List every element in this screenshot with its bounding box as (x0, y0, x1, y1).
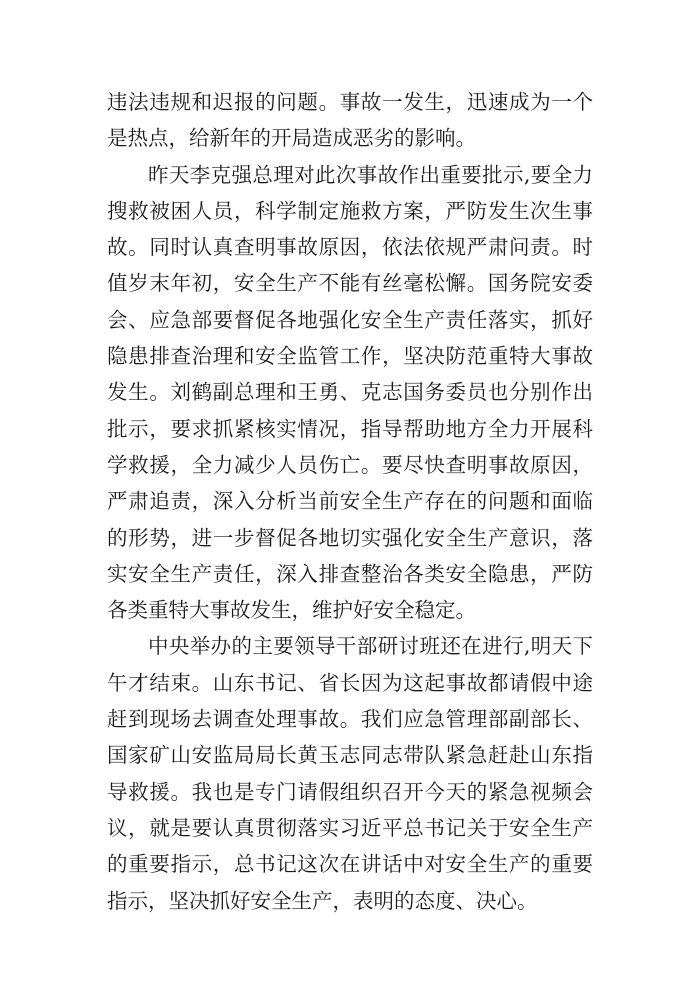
paragraph-continuation: 违法违规和迟报的问题。事故一发生，迅速成为一个是热点，给新年的开局造成恶劣的影响。 (107, 90, 593, 151)
document-body (107, 84, 593, 919)
paragraph-central-seminar: 中央举办的主要领导干部研讨班还在进行,明天下午才结束。山东书记、省长因为这起事故都请假中途赶到现场去调查处理事故。我们应急管理部副部长、国家矿山安监局局长黄玉志同志带队紧急赶赴山东指导救援。我也是专门请假组织召开今天的紧急视频会议，就是要认真贯彻落实习近平总书记关于安全生产的重要指示，总书记这次在讲话中对安全生产的重要指示，坚决抓好安全生产，表明的态度、决心。 (107, 634, 593, 913)
paragraph-premier-instruction: 昨天李克强总理对此次事故作出重要批示,要全力搜救被困人员，科学制定施救方案，严防发生次生事故。同时认真查明事故原因，依法依规严肃问责。时值岁末年初，安全生产不能有丝毫松懈。国务院安委会、应急部要督促各地强化安全生产责任落实，抓好隐患排查治理和安全监管工作，坚决防范重特大事故发生。刘鹤副总理和王勇、克志国务委员也分别作出批示，要求抓紧核实情况，指导帮助地方全力开展科学救援，全力减少人员伤亡。要尽快查明事故原因，严肃追责，深入分析当前安全生产存在的问题和面临的形势，进一步督促各地切实强化安全生产意识，落实安全生产责任，深入排查整治各类安全隐患，严防各类重特大事故发生，维护好安全稳定。 (107, 162, 593, 623)
